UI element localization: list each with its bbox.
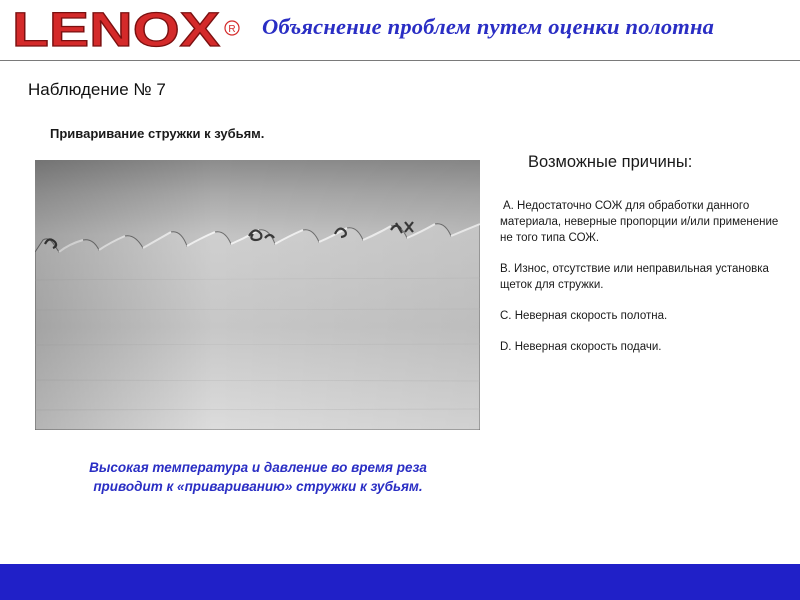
registered-mark-letter: R	[228, 24, 236, 35]
causes-title: Возможные причины:	[528, 153, 693, 171]
cause-item-c: C. Неверная скорость полотна.	[500, 310, 668, 322]
lenox-logo	[10, 4, 245, 52]
logo-text: LENOX	[12, 4, 220, 52]
page-title: Объяснение проблем путем оценки полотна	[262, 14, 715, 39]
cause-item-a: A. Недостаточно СОЖ для обработки данного материала, неверные пропорции и/или применение не того типа СОЖ.	[500, 200, 779, 244]
observation-title: Наблюдение № 7	[28, 80, 166, 99]
explanation-line-2: приводит к «привариванию» стружки к зубьям.	[93, 479, 423, 494]
header-divider	[0, 60, 800, 61]
photo-caption: Приваривание стружки к зубьям.	[50, 126, 265, 141]
explanation-line-1: Высокая температура и давление во время реза	[89, 460, 427, 475]
explanation-text	[48, 458, 468, 496]
saw-blade-photo-image	[35, 160, 480, 430]
cause-item-b: B. Износ, отсутствие или неправильная установка щеток для стружки.	[500, 263, 769, 291]
lenox-logo-mark	[10, 4, 245, 52]
footer-bar	[0, 564, 800, 600]
saw-blade-photo	[35, 160, 480, 430]
causes-list	[500, 198, 780, 370]
cause-item-d: D. Неверная скорость подачи.	[500, 341, 662, 353]
